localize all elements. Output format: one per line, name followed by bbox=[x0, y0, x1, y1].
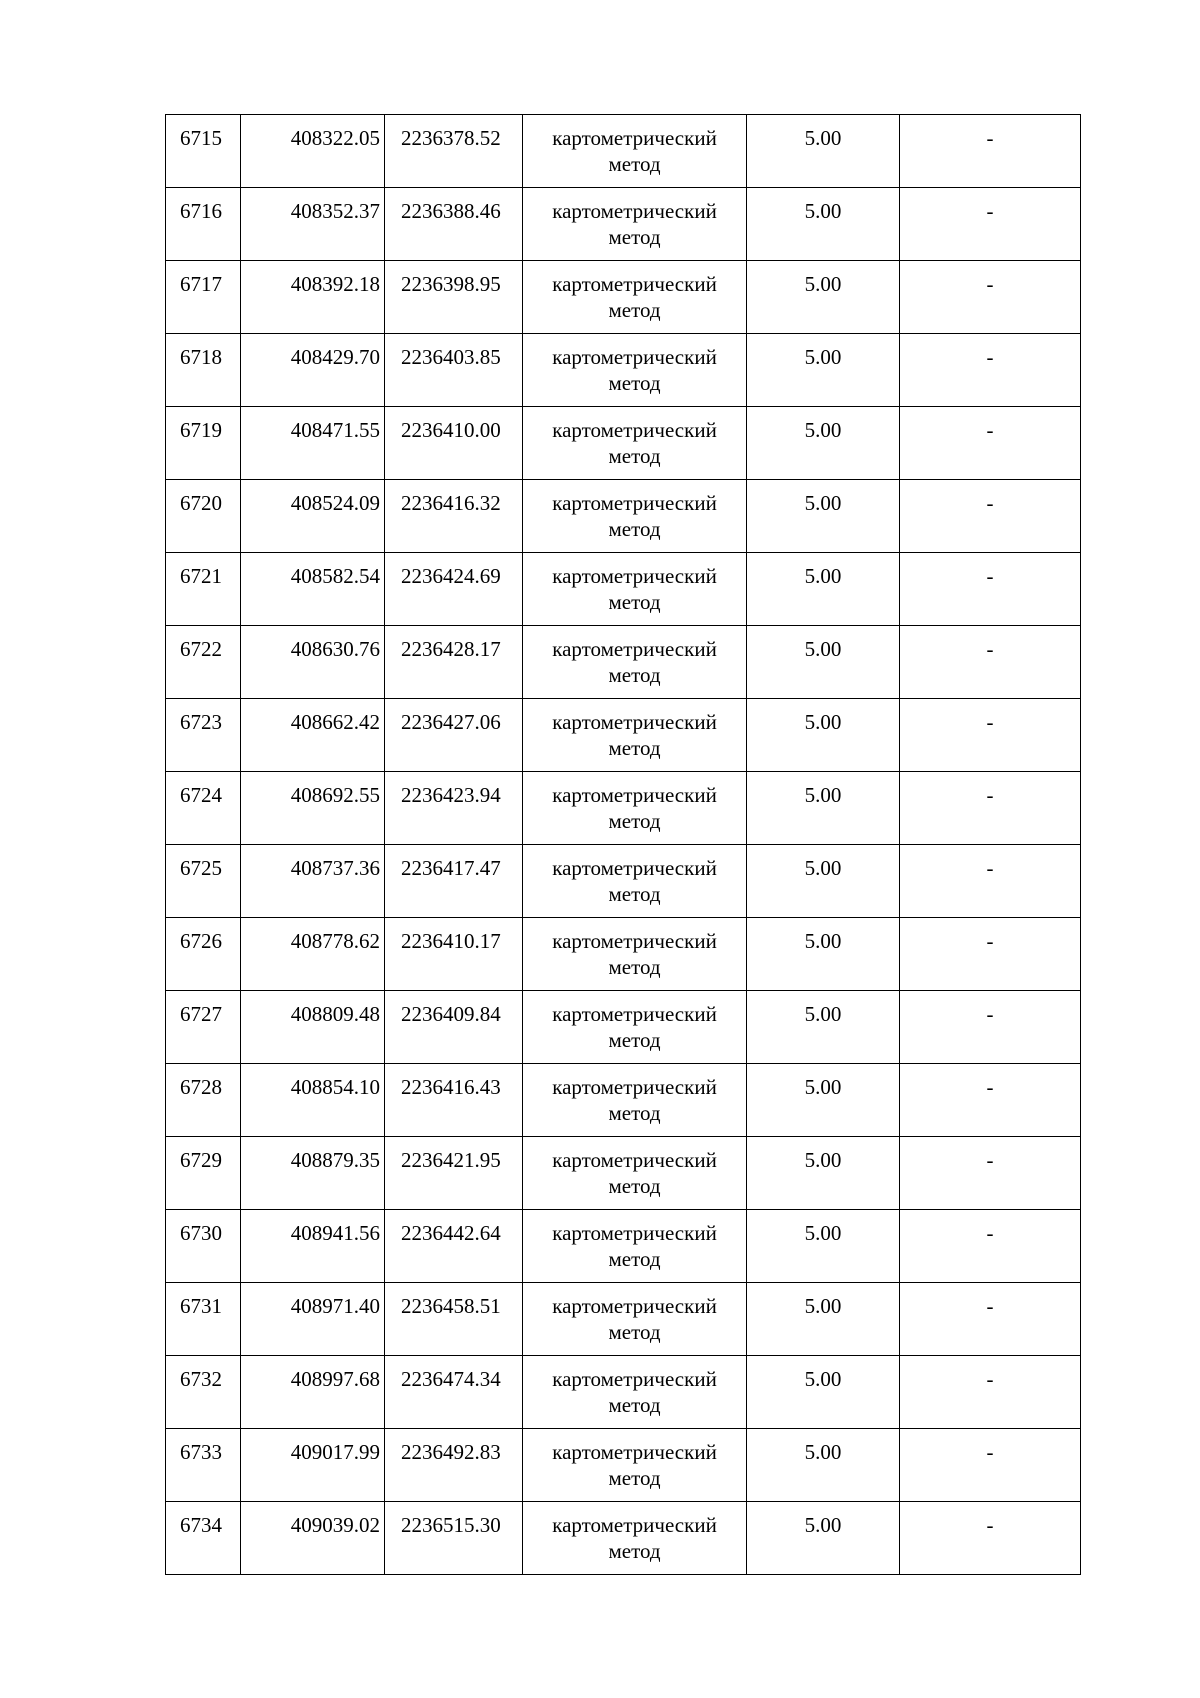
accuracy-cell: 5.00 bbox=[747, 480, 900, 553]
method-cell: картометрический метод bbox=[523, 1356, 747, 1429]
y-coordinate-cell: 2236427.06 bbox=[385, 699, 523, 772]
table-row bbox=[166, 553, 1081, 626]
point-number-cell: 6731 bbox=[166, 1283, 241, 1356]
method-cell: картометрический метод bbox=[523, 1283, 747, 1356]
point-number-cell: 6726 bbox=[166, 918, 241, 991]
y-coordinate-cell: 2236423.94 bbox=[385, 772, 523, 845]
x-coordinate-cell: 408997.68 bbox=[241, 1356, 385, 1429]
method-cell: картометрический метод bbox=[523, 188, 747, 261]
method-cell: картометрический метод bbox=[523, 1502, 747, 1575]
y-coordinate-cell: 2236410.00 bbox=[385, 407, 523, 480]
x-coordinate-cell: 409039.02 bbox=[241, 1502, 385, 1575]
table-row bbox=[166, 334, 1081, 407]
point-number-cell: 6727 bbox=[166, 991, 241, 1064]
table-row bbox=[166, 991, 1081, 1064]
x-coordinate-cell: 409017.99 bbox=[241, 1429, 385, 1502]
point-number-cell: 6729 bbox=[166, 1137, 241, 1210]
table-row bbox=[166, 1137, 1081, 1210]
point-number-cell: 6716 bbox=[166, 188, 241, 261]
accuracy-cell: 5.00 bbox=[747, 1502, 900, 1575]
accuracy-cell: 5.00 bbox=[747, 1283, 900, 1356]
description-cell: - bbox=[900, 1502, 1081, 1575]
y-coordinate-cell: 2236421.95 bbox=[385, 1137, 523, 1210]
x-coordinate-cell: 408809.48 bbox=[241, 991, 385, 1064]
x-coordinate-cell: 408524.09 bbox=[241, 480, 385, 553]
accuracy-cell: 5.00 bbox=[747, 626, 900, 699]
point-number-cell: 6722 bbox=[166, 626, 241, 699]
table-row bbox=[166, 188, 1081, 261]
table-row bbox=[166, 1283, 1081, 1356]
method-cell: картометрический метод bbox=[523, 1429, 747, 1502]
method-cell: картометрический метод bbox=[523, 261, 747, 334]
table-body bbox=[166, 115, 1081, 1575]
accuracy-cell: 5.00 bbox=[747, 699, 900, 772]
method-cell: картометрический метод bbox=[523, 480, 747, 553]
point-number-cell: 6721 bbox=[166, 553, 241, 626]
method-cell: картометрический метод bbox=[523, 991, 747, 1064]
table-row bbox=[166, 699, 1081, 772]
description-cell: - bbox=[900, 1283, 1081, 1356]
description-cell: - bbox=[900, 553, 1081, 626]
y-coordinate-cell: 2236378.52 bbox=[385, 115, 523, 188]
x-coordinate-cell: 408692.55 bbox=[241, 772, 385, 845]
x-coordinate-cell: 408582.54 bbox=[241, 553, 385, 626]
y-coordinate-cell: 2236474.34 bbox=[385, 1356, 523, 1429]
point-number-cell: 6728 bbox=[166, 1064, 241, 1137]
table-row bbox=[166, 772, 1081, 845]
description-cell: - bbox=[900, 918, 1081, 991]
accuracy-cell: 5.00 bbox=[747, 261, 900, 334]
accuracy-cell: 5.00 bbox=[747, 1429, 900, 1502]
table-row bbox=[166, 1210, 1081, 1283]
y-coordinate-cell: 2236403.85 bbox=[385, 334, 523, 407]
y-coordinate-cell: 2236417.47 bbox=[385, 845, 523, 918]
method-cell: картометрический метод bbox=[523, 1137, 747, 1210]
table-row bbox=[166, 261, 1081, 334]
table-row bbox=[166, 480, 1081, 553]
method-cell: картометрический метод bbox=[523, 772, 747, 845]
accuracy-cell: 5.00 bbox=[747, 334, 900, 407]
description-cell: - bbox=[900, 1429, 1081, 1502]
point-number-cell: 6719 bbox=[166, 407, 241, 480]
description-cell: - bbox=[900, 480, 1081, 553]
method-cell: картометрический метод bbox=[523, 334, 747, 407]
point-number-cell: 6732 bbox=[166, 1356, 241, 1429]
point-number-cell: 6724 bbox=[166, 772, 241, 845]
description-cell: - bbox=[900, 991, 1081, 1064]
coordinates-table bbox=[165, 114, 1081, 1575]
accuracy-cell: 5.00 bbox=[747, 553, 900, 626]
point-number-cell: 6730 bbox=[166, 1210, 241, 1283]
table-row bbox=[166, 115, 1081, 188]
accuracy-cell: 5.00 bbox=[747, 1356, 900, 1429]
method-cell: картометрический метод bbox=[523, 845, 747, 918]
accuracy-cell: 5.00 bbox=[747, 772, 900, 845]
accuracy-cell: 5.00 bbox=[747, 1210, 900, 1283]
description-cell: - bbox=[900, 699, 1081, 772]
table-row bbox=[166, 626, 1081, 699]
method-cell: картометрический метод bbox=[523, 699, 747, 772]
description-cell: - bbox=[900, 845, 1081, 918]
method-cell: картометрический метод bbox=[523, 1064, 747, 1137]
y-coordinate-cell: 2236492.83 bbox=[385, 1429, 523, 1502]
description-cell: - bbox=[900, 1210, 1081, 1283]
description-cell: - bbox=[900, 188, 1081, 261]
accuracy-cell: 5.00 bbox=[747, 407, 900, 480]
x-coordinate-cell: 408630.76 bbox=[241, 626, 385, 699]
accuracy-cell: 5.00 bbox=[747, 188, 900, 261]
table-row bbox=[166, 1502, 1081, 1575]
y-coordinate-cell: 2236410.17 bbox=[385, 918, 523, 991]
y-coordinate-cell: 2236416.32 bbox=[385, 480, 523, 553]
x-coordinate-cell: 408854.10 bbox=[241, 1064, 385, 1137]
description-cell: - bbox=[900, 115, 1081, 188]
y-coordinate-cell: 2236458.51 bbox=[385, 1283, 523, 1356]
point-number-cell: 6725 bbox=[166, 845, 241, 918]
y-coordinate-cell: 2236409.84 bbox=[385, 991, 523, 1064]
x-coordinate-cell: 408941.56 bbox=[241, 1210, 385, 1283]
description-cell: - bbox=[900, 407, 1081, 480]
point-number-cell: 6717 bbox=[166, 261, 241, 334]
y-coordinate-cell: 2236515.30 bbox=[385, 1502, 523, 1575]
y-coordinate-cell: 2236442.64 bbox=[385, 1210, 523, 1283]
y-coordinate-cell: 2236388.46 bbox=[385, 188, 523, 261]
table-row bbox=[166, 1356, 1081, 1429]
x-coordinate-cell: 408352.37 bbox=[241, 188, 385, 261]
point-number-cell: 6720 bbox=[166, 480, 241, 553]
x-coordinate-cell: 408322.05 bbox=[241, 115, 385, 188]
method-cell: картометрический метод bbox=[523, 1210, 747, 1283]
table-row bbox=[166, 1429, 1081, 1502]
description-cell: - bbox=[900, 261, 1081, 334]
y-coordinate-cell: 2236424.69 bbox=[385, 553, 523, 626]
y-coordinate-cell: 2236398.95 bbox=[385, 261, 523, 334]
x-coordinate-cell: 408971.40 bbox=[241, 1283, 385, 1356]
table-row bbox=[166, 845, 1081, 918]
x-coordinate-cell: 408471.55 bbox=[241, 407, 385, 480]
method-cell: картометрический метод bbox=[523, 626, 747, 699]
x-coordinate-cell: 408392.18 bbox=[241, 261, 385, 334]
accuracy-cell: 5.00 bbox=[747, 1137, 900, 1210]
accuracy-cell: 5.00 bbox=[747, 845, 900, 918]
accuracy-cell: 5.00 bbox=[747, 115, 900, 188]
x-coordinate-cell: 408662.42 bbox=[241, 699, 385, 772]
point-number-cell: 6718 bbox=[166, 334, 241, 407]
description-cell: - bbox=[900, 772, 1081, 845]
table-row bbox=[166, 918, 1081, 991]
point-number-cell: 6723 bbox=[166, 699, 241, 772]
table-row bbox=[166, 407, 1081, 480]
description-cell: - bbox=[900, 1064, 1081, 1137]
accuracy-cell: 5.00 bbox=[747, 1064, 900, 1137]
accuracy-cell: 5.00 bbox=[747, 918, 900, 991]
x-coordinate-cell: 408737.36 bbox=[241, 845, 385, 918]
description-cell: - bbox=[900, 626, 1081, 699]
accuracy-cell: 5.00 bbox=[747, 991, 900, 1064]
table-row bbox=[166, 1064, 1081, 1137]
x-coordinate-cell: 408778.62 bbox=[241, 918, 385, 991]
x-coordinate-cell: 408879.35 bbox=[241, 1137, 385, 1210]
method-cell: картометрический метод bbox=[523, 553, 747, 626]
point-number-cell: 6715 bbox=[166, 115, 241, 188]
description-cell: - bbox=[900, 1356, 1081, 1429]
description-cell: - bbox=[900, 1137, 1081, 1210]
point-number-cell: 6733 bbox=[166, 1429, 241, 1502]
point-number-cell: 6734 bbox=[166, 1502, 241, 1575]
y-coordinate-cell: 2236428.17 bbox=[385, 626, 523, 699]
method-cell: картометрический метод bbox=[523, 918, 747, 991]
x-coordinate-cell: 408429.70 bbox=[241, 334, 385, 407]
description-cell: - bbox=[900, 334, 1081, 407]
method-cell: картометрический метод bbox=[523, 407, 747, 480]
y-coordinate-cell: 2236416.43 bbox=[385, 1064, 523, 1137]
method-cell: картометрический метод bbox=[523, 115, 747, 188]
